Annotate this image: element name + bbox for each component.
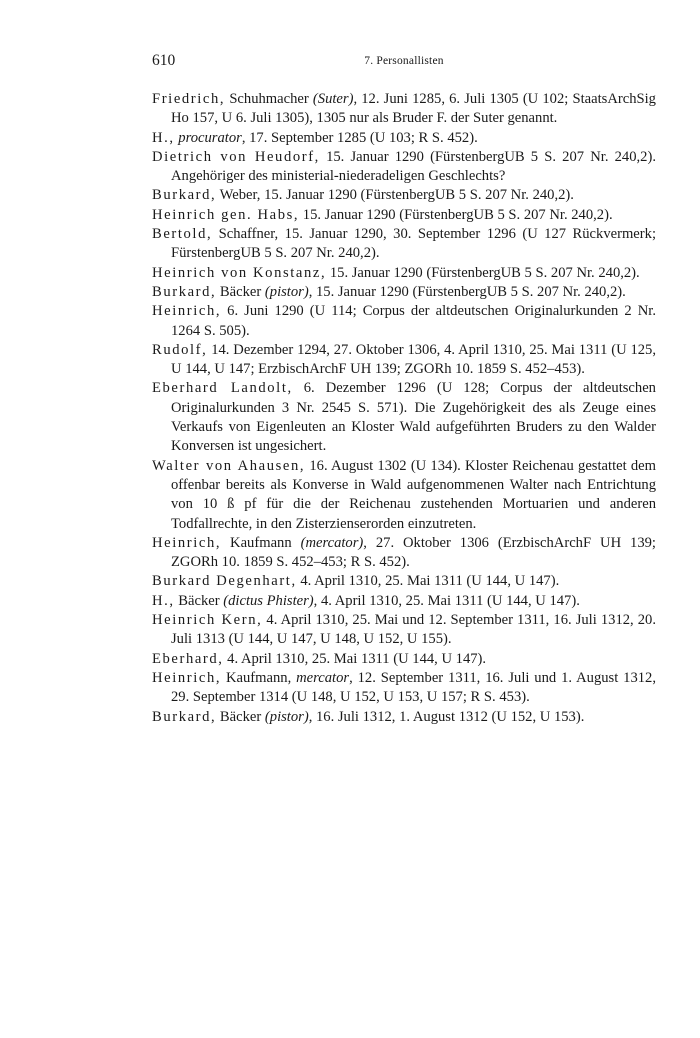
- list-item: [152, 186, 656, 205]
- entry-text: Bäcker: [216, 708, 265, 725]
- entry-name: Heinrich von Konstanz,: [152, 264, 327, 281]
- list-item: [152, 650, 656, 669]
- entry-text: 4. April 1310, 25. Mai 1311 (U 144, U 147).: [223, 650, 487, 667]
- page-header: [152, 52, 656, 72]
- entry-text-rest: , 17. September 1285 (U 103; R S. 452).: [241, 129, 478, 146]
- list-item: [152, 129, 656, 148]
- entry-text: 6. Juni 1290 (U 114; Corpus der altdeutschen Originalurkunden 2 Nr. 1264 S. 505).: [171, 303, 656, 339]
- entry-role: procurator: [178, 129, 242, 146]
- entry-text: 15. Januar 1290 (FürstenbergUB 5 S. 207 Nr. 240,2).: [299, 206, 613, 223]
- list-item: [152, 611, 656, 650]
- list-item: [152, 302, 656, 341]
- entry-text: Bäcker: [216, 283, 265, 300]
- entry-name: Burkard,: [152, 283, 217, 300]
- entry-name: Eberhard,: [152, 650, 224, 667]
- entry-list: [152, 90, 656, 727]
- entry-role: (pistor): [264, 283, 309, 300]
- list-item: [152, 283, 656, 302]
- entry-role: (mercator): [300, 534, 364, 551]
- entry-role: (pistor): [264, 708, 309, 725]
- page-number: 610: [152, 52, 176, 69]
- entry-name: Heinrich Kern,: [152, 612, 263, 629]
- entry-text: 14. Dezember 1294, 27. Oktober 1306, 4. April 1310, 25. Mai 1311 (U 125, U 144, U 147; ErzbischArchF UH 139; ZGORh 10. 1859 S. 452–453).: [171, 341, 656, 378]
- list-item: [152, 572, 656, 591]
- entry-text-rest: , 12. September 1311, 16. Juli und 1. August 1312, 29. September 1314 (U 148, U 152, U 153, U 157; R S. 453).: [171, 669, 656, 706]
- running-title: 7. Personallisten: [364, 55, 444, 67]
- list-item: [152, 206, 656, 225]
- entry-text: 15. Januar 1290 (FürstenbergUB 5 S. 207 Nr. 240,2).: [326, 264, 640, 281]
- entry-name: Rudolf,: [152, 341, 208, 358]
- entry-role: (dictus Phister): [223, 592, 314, 609]
- entry-text-rest: , 12. Juni 1285, 6. Juli 1305 (U 102; StaatsArchSig Ho 157, U 6. Juli 1305), 1305 nur als Bruder F. der Suter genannt.: [171, 91, 656, 127]
- list-item: [152, 708, 656, 727]
- entry-text: 15. Januar 1290 (FürstenbergUB 5 S. 207 Nr. 240,2). Angehöriger des ministerial-niederadeligen Geschlechts?: [171, 148, 656, 185]
- entry-name: Friedrich,: [152, 91, 226, 107]
- entry-text-rest: , 27. Oktober 1306 (ErzbischArchF UH 139; ZGORh 10. 1859 S. 452–453; R S. 452).: [171, 534, 656, 571]
- list-item: [152, 379, 656, 456]
- entry-name: Burkard,: [152, 187, 217, 204]
- list-item: [152, 534, 656, 573]
- list-item: [152, 264, 656, 283]
- list-item: [152, 669, 656, 708]
- entry-name: Burkard,: [152, 708, 217, 725]
- entry-name: Burkard Degenhart,: [152, 573, 297, 590]
- entry-text: Kaufmann: [221, 534, 301, 551]
- entry-text: Bäcker: [174, 592, 224, 609]
- entry-text-rest: , 16. Juli 1312, 1. August 1312 (U 152, U 153).: [308, 708, 585, 725]
- list-item: [152, 592, 656, 611]
- entry-text: Schaffner, 15. Januar 1290, 30. September 1296 (U 127 Rückvermerk; FürstenbergUB 5 S. 207 Nr. 240,2).: [171, 226, 656, 262]
- entry-text-rest: , 15. Januar 1290 (FürstenbergUB 5 S. 207 Nr. 240,2).: [308, 283, 626, 300]
- entry-text: 6. Dezember 1296 (U 128; Corpus der altdeutschen Originalurkunden 3 Nr. 2545 S. 571). Die Zugehörigkeit des als Zeuge eines Verkaufs von Eigenleuten an Kloster Wald aufgeführten Bruders zu den Walder Konversen ist ungesichert.: [171, 380, 656, 455]
- entry-text: Weber, 15. Januar 1290 (FürstenbergUB 5 S. 207 Nr. 240,2).: [216, 187, 574, 204]
- entry-text: 4. April 1310, 25. Mai und 12. September 1311, 16. Juli 1312, 20. Juli 1313 (U 144, U 147, U 148, U 152, U 155).: [171, 612, 657, 648]
- entry-text: Kaufmann,: [221, 669, 297, 686]
- entry-text: Schuhmacher: [225, 91, 313, 107]
- entry-text: 4. April 1310, 25. Mai 1311 (U 144, U 147).: [296, 573, 560, 590]
- list-item: [152, 341, 656, 380]
- entry-name: Eberhard Landolt,: [152, 380, 293, 397]
- entry-text: 16. August 1302 (U 134). Kloster Reichenau gestattet dem offenbar bereits als Konverse in Wald aufgenommenen Walter nach Entrichtung von 10 ß pf für die der Reichenau zustehenden Mortuarien und anderen Todfallrechte, in den Zisterzienserorden einzutreten.: [171, 457, 656, 532]
- list-item: [152, 457, 656, 534]
- list-item: [152, 90, 656, 129]
- entry-role: mercator: [296, 669, 350, 686]
- list-item: [152, 148, 656, 187]
- entry-name: H.,: [152, 592, 175, 609]
- entry-name: Heinrich,: [152, 669, 222, 686]
- entry-role: (Suter): [312, 91, 354, 107]
- entry-name: H.,: [152, 129, 175, 146]
- entry-name: Bertold,: [152, 226, 213, 243]
- entry-name: Heinrich,: [152, 534, 222, 551]
- entry-name: Heinrich,: [152, 303, 222, 320]
- entry-name: Heinrich gen. Habs,: [152, 206, 300, 223]
- entry-name: Dietrich von Heudorf,: [152, 148, 320, 165]
- entry-name: Walter von Ahausen,: [152, 457, 306, 474]
- entry-text-rest: , 4. April 1310, 25. Mai 1311 (U 144, U 147).: [313, 592, 580, 609]
- list-item: [152, 225, 656, 264]
